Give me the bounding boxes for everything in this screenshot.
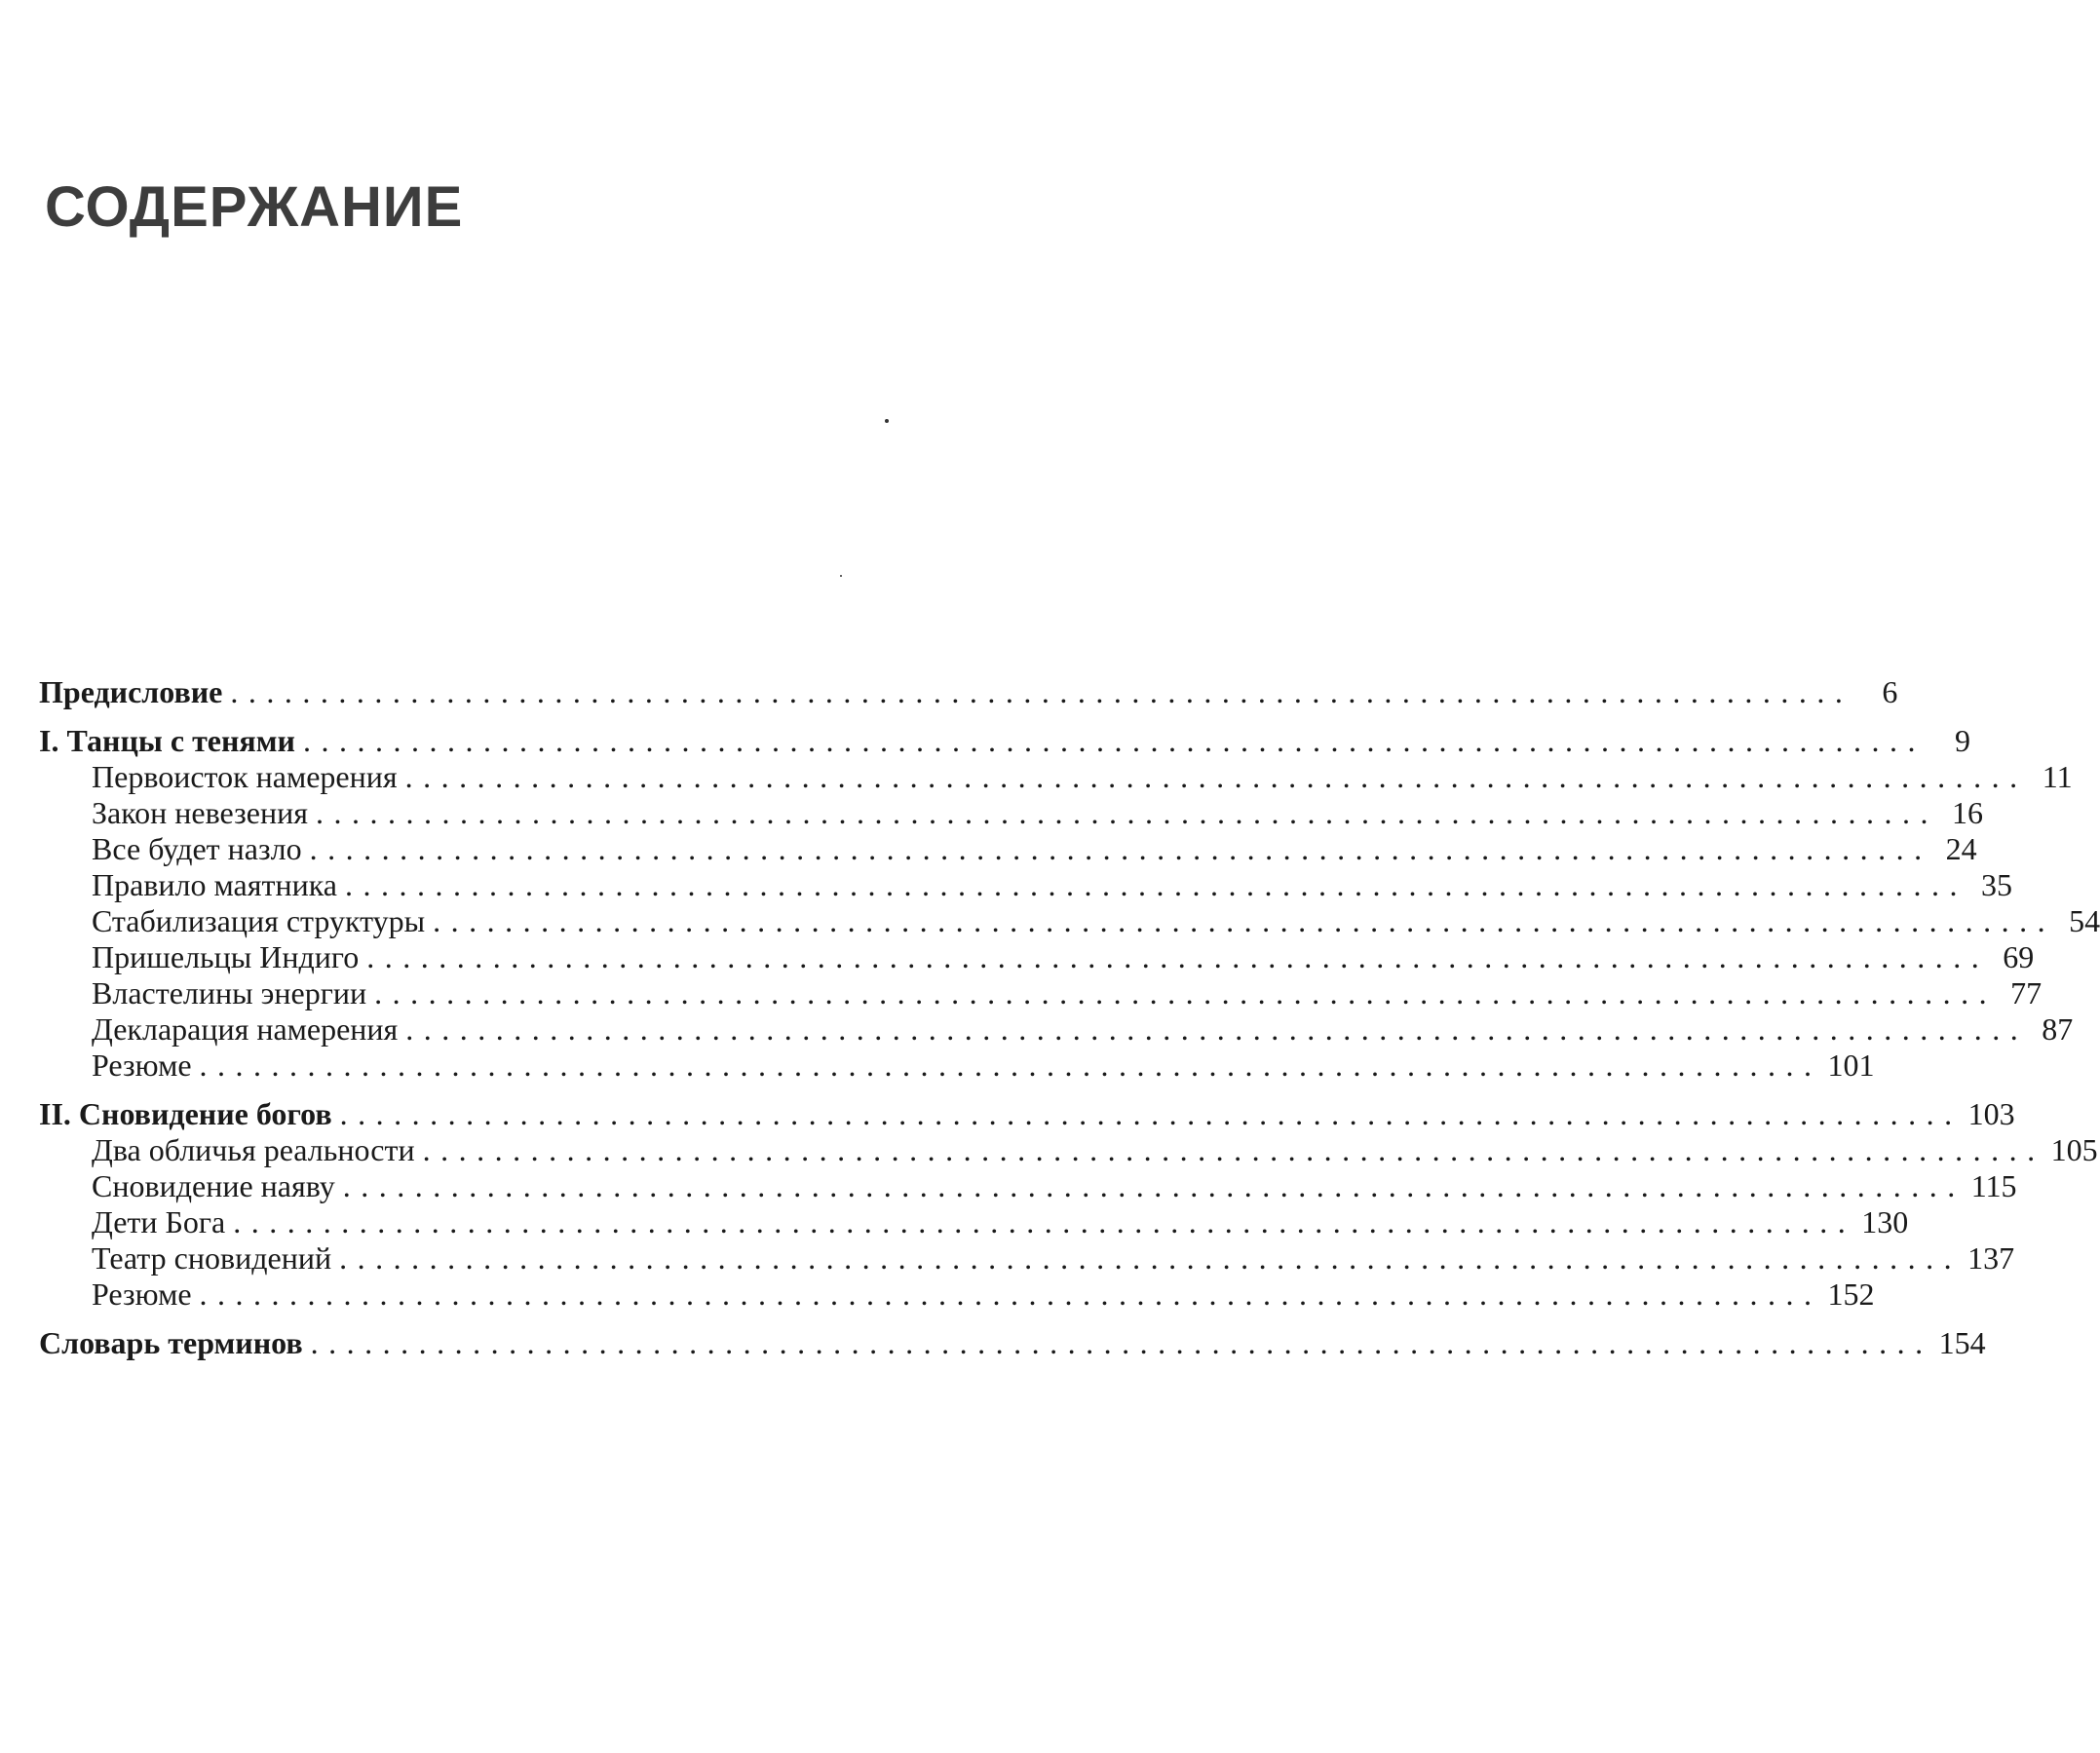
- toc-entry-chapter: [39, 939, 2035, 975]
- toc-page-number: 152: [1827, 1277, 1875, 1312]
- toc-entry-chapter: [39, 1011, 2074, 1048]
- toc-page-number: 105: [2050, 1132, 2098, 1167]
- toc-page-number: 154: [1938, 1325, 1986, 1360]
- toc-page-number: 54: [2069, 903, 2100, 938]
- toc-entry-preface: [39, 674, 1898, 710]
- toc-page-number: 9: [1954, 723, 1970, 758]
- toc-entry-label: Первоисток намерения: [92, 759, 398, 794]
- toc-entry-label: Резюме: [92, 1048, 192, 1083]
- toc-page-number: 137: [1967, 1240, 2015, 1276]
- toc-entry-chapter: [39, 1240, 2015, 1277]
- print-speck: [840, 575, 842, 577]
- print-speck: [885, 419, 889, 423]
- toc-entry-chapter: [39, 975, 2043, 1011]
- toc-dot-leader: ..........................................................................................: [199, 1277, 1822, 1312]
- toc-entry-part-1: [39, 723, 1970, 759]
- toc-dot-leader: ..........................................................................................: [342, 1168, 1966, 1203]
- toc-entry-label: Декларация намерения: [92, 1011, 399, 1047]
- toc-entry-label: II. Сновидение богов: [39, 1096, 332, 1131]
- toc-dot-leader: ..........................................................................................: [315, 795, 1938, 830]
- toc-dot-leader: ..........................................................................................: [404, 759, 2028, 794]
- toc-entry-chapter: [39, 1048, 1875, 1084]
- toc-dot-leader: ..........................................................................................: [309, 831, 1932, 866]
- toc-dot-leader: ..........................................................................................: [422, 1132, 2045, 1167]
- toc-page-number: 6: [1882, 674, 1898, 709]
- toc-entry-chapter: [39, 795, 1983, 831]
- toc-entry-label: I. Танцы с тенями: [39, 723, 295, 758]
- toc-entry-label: Властелины энергии: [92, 975, 367, 1010]
- toc-entry-chapter: [39, 759, 2073, 795]
- toc-page-number: 87: [2042, 1011, 2074, 1047]
- toc-entry-label: Словарь терминов: [39, 1325, 303, 1360]
- toc-entry-chapter: [39, 1277, 1875, 1313]
- toc-entry-chapter: [39, 1168, 2017, 1204]
- toc-entry-label: Резюме: [92, 1277, 192, 1312]
- toc-page-number: 103: [1967, 1096, 2015, 1131]
- toc-dot-leader: ..........................................................................................: [199, 1048, 1822, 1083]
- toc-dot-leader: ..........................................................................................: [344, 867, 1967, 902]
- toc-dot-leader: ..........................................................................................: [374, 975, 1998, 1010]
- toc-entry-label: Все будет назло: [92, 831, 302, 866]
- toc-page-number: 11: [2042, 759, 2073, 794]
- toc-page-number: 115: [1970, 1168, 2017, 1203]
- toc-page-number: 24: [1945, 831, 1977, 866]
- toc-dot-leader: ..........................................................................................: [405, 1011, 2029, 1047]
- toc-page-number: 69: [2003, 939, 2035, 974]
- toc-entry-label: Сновидение наяву: [92, 1168, 335, 1203]
- toc-entry-part-2: [39, 1096, 2015, 1132]
- page-title: СОДЕРЖАНИЕ: [45, 175, 464, 239]
- toc-entry-label: Два обличья реальности: [92, 1132, 415, 1167]
- toc-page-number: 16: [1951, 795, 1983, 830]
- toc-entry-label: Правило маятника: [92, 867, 337, 902]
- toc-dot-leader: ..........................................................................................: [366, 939, 1990, 974]
- toc-page-number: 35: [1980, 867, 2012, 902]
- toc-dot-leader: ..........................................................................................: [339, 1096, 1963, 1131]
- toc-entry-chapter: [39, 903, 2100, 939]
- toc-entry-chapter: [39, 1132, 2098, 1168]
- toc-entry-label: Предисловие: [39, 674, 223, 709]
- toc-entry-label: Пришельцы Индиго: [92, 939, 360, 974]
- table-of-contents: [39, 674, 2100, 1361]
- toc-entry-chapter: [39, 867, 2012, 903]
- toc-dot-leader: ..........................................................................................: [339, 1240, 1963, 1276]
- toc-entry-glossary: [39, 1325, 1986, 1361]
- toc-entry-chapter: [39, 831, 1977, 867]
- toc-dot-leader: ..........................................................................................: [233, 1204, 1856, 1239]
- toc-entry-chapter: [39, 1204, 1909, 1240]
- toc-dot-leader: ..........................................................................................: [433, 903, 2056, 938]
- toc-entry-label: Стабилизация структуры: [92, 903, 426, 938]
- toc-entry-label: Дети Бога: [92, 1204, 226, 1239]
- toc-page-number: 101: [1827, 1048, 1875, 1083]
- toc-dot-leader: ..........................................................................................: [302, 723, 1926, 758]
- toc-dot-leader: ..........................................................................................: [310, 1325, 1933, 1360]
- toc-dot-leader: ..........................................................................................: [230, 674, 1853, 709]
- toc-page-number: 130: [1861, 1204, 1909, 1239]
- toc-entry-label: Закон невезения: [92, 795, 308, 830]
- toc-page-number: 77: [2010, 975, 2043, 1010]
- toc-entry-label: Театр сновидений: [92, 1240, 332, 1276]
